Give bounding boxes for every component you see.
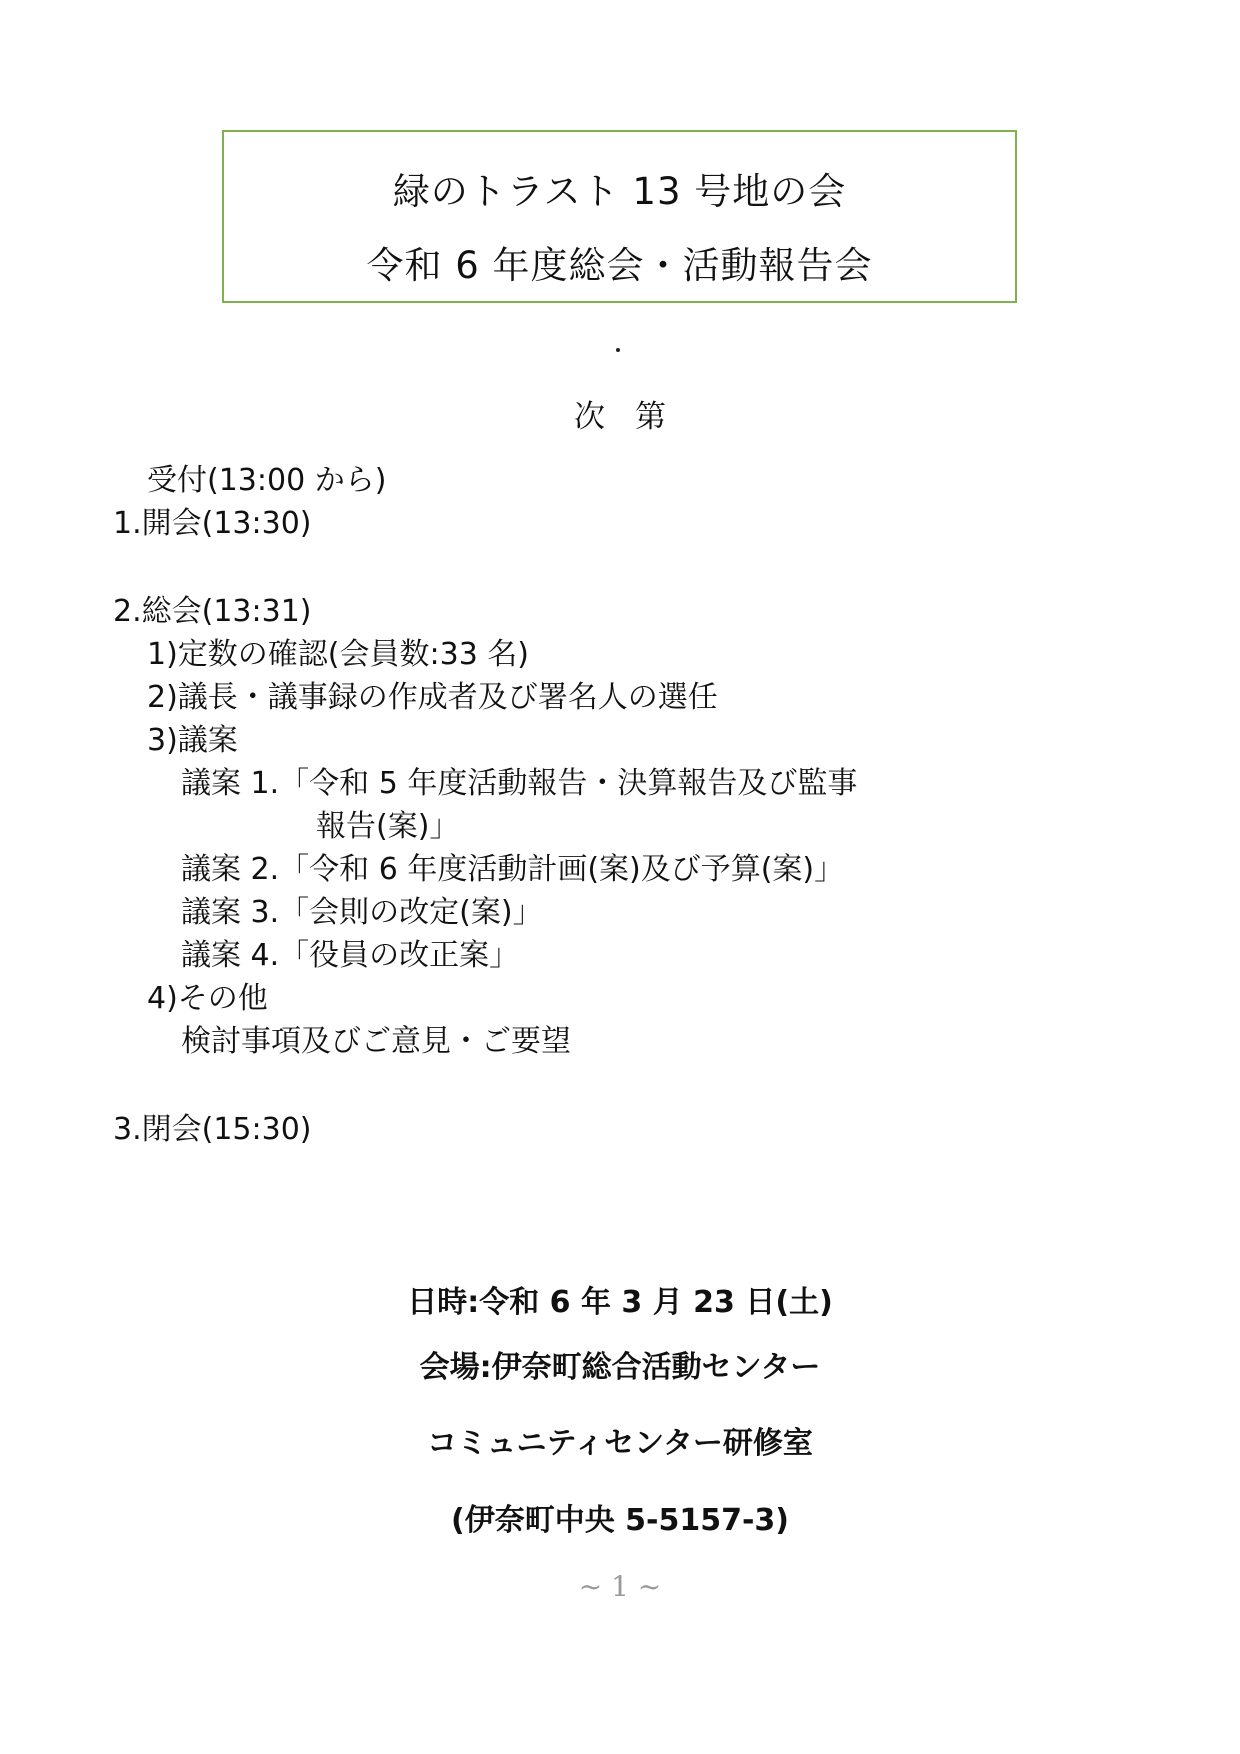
- agenda-sub-chair: 2)議長・議事録の作成者及び署名人の選任: [147, 680, 718, 715]
- agenda-item-opening: 1.開会(13:30): [113, 506, 312, 541]
- agenda-reception: 受付(13:00 から): [147, 463, 387, 498]
- agenda-sub-bills: 3)議案: [147, 723, 238, 758]
- event-room: コミュニティセンター研修室: [427, 1426, 813, 1461]
- event-address: (伊奈町中央 5-5157-3): [450, 1503, 789, 1538]
- meeting-title: 令和 6 年度総会・活動報告会: [366, 244, 873, 287]
- bill-2: 議案 2.「令和 6 年度活動計画(案)及び予算(案)」: [181, 852, 845, 887]
- page-number: ~ 1 ~: [578, 1570, 662, 1603]
- title-box: [222, 130, 1017, 303]
- agenda-sub-other: 4)その他: [147, 981, 268, 1016]
- agenda-sub-quorum: 1)定数の確認(会員数:33 名): [147, 637, 530, 672]
- agenda-heading: 次第: [574, 399, 696, 435]
- agenda-sub-other-detail: 検討事項及びご意見・ご要望: [181, 1024, 571, 1059]
- bill-1-line1: 議案 1.「令和 5 年度活動報告・決算報告及び監事: [181, 766, 858, 801]
- agenda-item-general-meeting: 2.総会(13:31): [113, 594, 312, 629]
- bill-1-line2: 報告(案)」: [316, 809, 460, 844]
- agenda-item-closing: 3.閉会(15:30): [113, 1112, 312, 1147]
- bill-3: 議案 3.「会則の改定(案)」: [181, 895, 543, 930]
- decorative-dot: [616, 348, 620, 352]
- organization-title: 緑のトラスト 13 号地の会: [392, 170, 847, 213]
- event-venue: 会場:伊奈町総合活動センター: [419, 1350, 821, 1385]
- event-datetime: 日時:令和 6 年 3 月 23 日(土): [407, 1285, 833, 1320]
- bill-4: 議案 4.「役員の改正案」: [181, 938, 520, 973]
